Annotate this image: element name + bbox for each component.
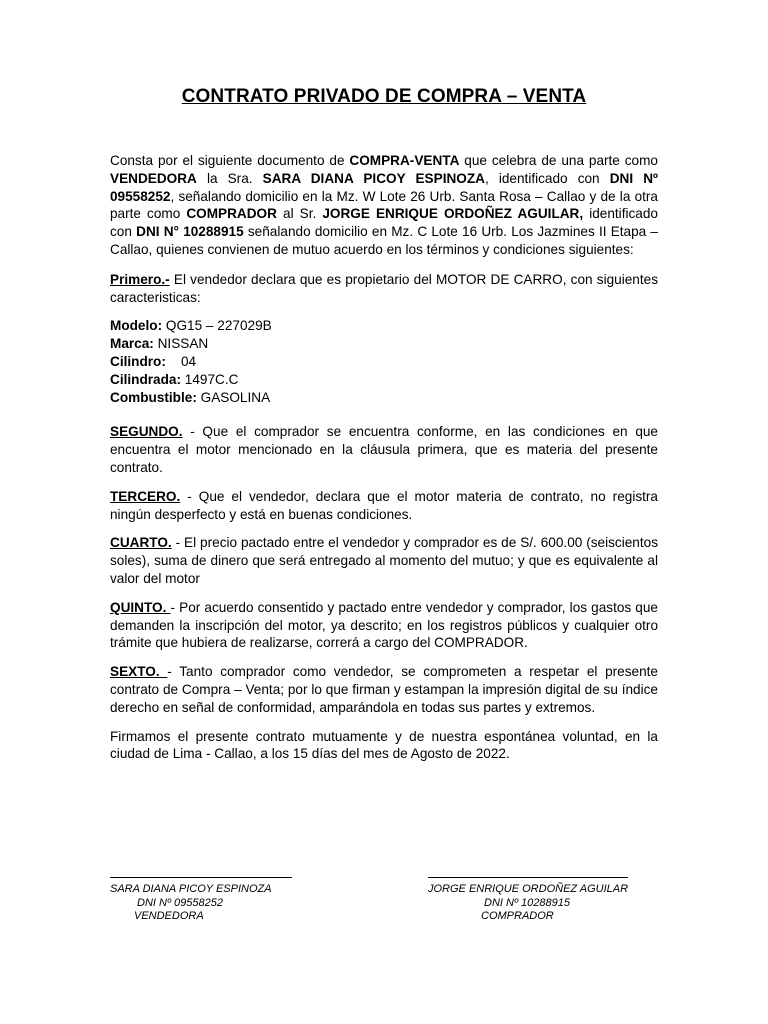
seller-name: SARA DIANA PICOY ESPINOZA (110, 883, 272, 895)
intro-seller-dni: DNI Nº 09558252 (110, 170, 658, 204)
clause-label: TERCERO. (110, 488, 181, 504)
signature-line (110, 862, 292, 878)
buyer-signature (428, 862, 628, 924)
spec-marca (110, 335, 658, 353)
signature-line (428, 862, 628, 878)
buyer-role: COMPRADOR (481, 910, 554, 922)
clause-text: - Que el vendedor, declara que el motor materia de contrato, no registra ningún desperfecto y está en buenas condiciones. (110, 488, 658, 522)
intro-text: identificado con (110, 206, 658, 240)
clause-segundo (110, 423, 658, 476)
intro-buyer-dni: DNI N° 10288915 (136, 224, 244, 240)
clause-text: - Que el comprador se encuentra conforme, en las condiciones en que encuentra el motor mencionado en la cláusula primera, que es materia del presente contrato. (110, 424, 658, 475)
spec-value: QG15 – 227029B (162, 318, 272, 334)
spec-cilindro (110, 353, 658, 371)
spec-label: Marca: (110, 336, 154, 352)
seller-role: VENDEDORA (134, 910, 204, 922)
clause-label: QUINTO. (110, 599, 171, 615)
intro-contract-type: COMPRA-VENTA (349, 153, 460, 168)
intro-text: Consta por el siguiente documento de (110, 153, 350, 168)
closing-paragraph: Firmamos el presente contrato mutuamente y de nuestra espontánea voluntad, en la ciudad de Lima - Callao, a los 15 días del mes de Agosto de 2022. (110, 728, 658, 762)
intro-buyer-name: JORGE ENRIQUE ORDOÑEZ AGUILAR, (322, 206, 584, 222)
clause-sexto (110, 663, 658, 716)
intro-text: que celebra de una parte como (459, 153, 658, 168)
spec-label: Modelo: (110, 318, 163, 334)
clause-text: - Por acuerdo consentido y pactado entre vendedor y comprador, los gastos que demanden la inscripción del motor, ya descrito; en los registros públicos y cualquier otro trámite que hubiera de realizarse, correrá a cargo del COMPRADOR. (110, 599, 658, 651)
clause-text: - El precio pactado entre el vendedor y comprador es de S/. 600.00 (seiscientos soles), suma de dinero que será entregado al momento del mutuo; y que es equivalente al valor del motor (110, 535, 658, 586)
spec-cilindrada (110, 371, 658, 389)
seller-dni: DNI Nº 09558252 (137, 896, 223, 909)
clause-text: El vendedor declara que es propietario del MOTOR DE CARRO, con siguientes caracteristicas: (110, 271, 658, 305)
clause-quinto (110, 599, 658, 652)
spec-value: NISSAN (153, 336, 209, 352)
clause-label: CUARTO. (110, 535, 172, 551)
intro-text: , señalando domicilio en la Mz. W Lote 26 Urb. Santa Rosa – Callao y de la otra parte como (110, 188, 658, 222)
spec-label: Cilindrada: (110, 371, 181, 387)
contract-body (110, 152, 658, 774)
clause-primero (110, 271, 658, 307)
clause-label: Primero.- (110, 271, 170, 287)
spec-label: Cilindro: (110, 353, 166, 369)
intro-seller-name: SARA DIANA PICOY ESPINOZA (262, 170, 485, 186)
spec-value: GASOLINA (196, 389, 271, 405)
motor-specs (110, 317, 658, 406)
spec-label: Combustible: (110, 389, 197, 405)
spec-value: 1497C.C (181, 371, 239, 387)
spec-value: 04 (165, 353, 197, 369)
clause-cuarto (110, 534, 658, 587)
intro-text: , identificado con (484, 170, 610, 186)
intro-text: la Sra. (196, 170, 263, 186)
document-title: CONTRATO PRIVADO DE COMPRA – VENTA (181, 86, 587, 107)
clause-tercero (110, 488, 658, 524)
spec-combustible (110, 389, 658, 407)
buyer-name: JORGE ENRIQUE ORDOÑEZ AGUILAR (428, 883, 629, 895)
seller-signature (110, 862, 292, 924)
buyer-dni: DNI Nº 10288915 (484, 896, 570, 909)
intro-seller-role: VENDEDORA (110, 170, 197, 186)
intro-paragraph (110, 152, 658, 259)
intro-text: al Sr. (276, 206, 323, 222)
clause-label: SEGUNDO. (110, 424, 183, 440)
clause-text: - Tanto comprador como vendedor, se comprometen a respetar el presente contrato de Compra – Venta; por lo que firman y estampan la impresión digital de su índice derecho en señal de conformidad, amparándola en todas sus partes y extremos. (110, 664, 658, 715)
spec-modelo (110, 317, 658, 335)
clause-label: SEXTO. (110, 664, 168, 680)
intro-buyer-role: COMPRADOR (186, 206, 277, 222)
intro-text: señalando domicilio en Mz. C Lote 16 Urb. Los Jazmines II Etapa – Callao, quienes convienen de mutuo acuerdo en los términos y condiciones siguientes: (110, 224, 658, 257)
